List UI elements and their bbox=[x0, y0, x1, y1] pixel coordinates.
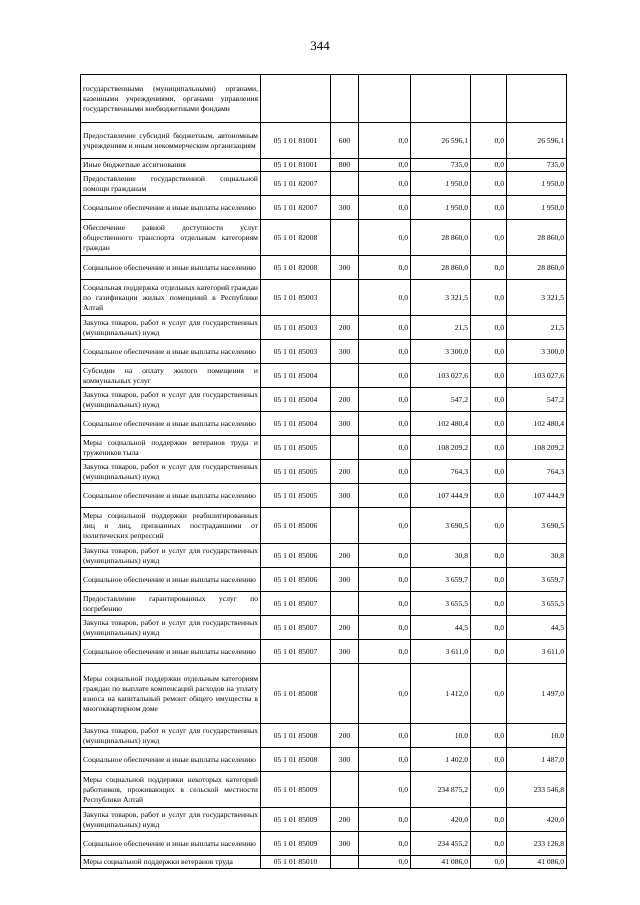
row-value-2: 764,3 bbox=[411, 460, 471, 484]
row-value-4: 3 659,7 bbox=[507, 568, 567, 592]
row-value-2: 30,8 bbox=[411, 544, 471, 568]
row-code: 05 1 01 85003 bbox=[261, 316, 331, 340]
row-code: 05 1 01 82007 bbox=[261, 196, 331, 220]
row-code: 05 1 01 85009 bbox=[261, 772, 331, 808]
table-row bbox=[81, 808, 567, 832]
row-value-2: 10,0 bbox=[411, 724, 471, 748]
row-value-1: 0,0 bbox=[359, 808, 411, 832]
row-value-4: 764,3 bbox=[507, 460, 567, 484]
row-code: 05 1 01 85006 bbox=[261, 544, 331, 568]
row-expense-type bbox=[331, 508, 359, 544]
row-code: 05 1 01 85004 bbox=[261, 364, 331, 388]
table-row bbox=[81, 856, 567, 869]
row-value-2: 3 659,7 bbox=[411, 568, 471, 592]
row-value-1: 0,0 bbox=[359, 256, 411, 280]
row-value-3: 0,0 bbox=[471, 436, 507, 460]
row-value-3: 0,0 bbox=[471, 256, 507, 280]
table-row bbox=[81, 748, 567, 772]
row-value-3: 0,0 bbox=[471, 412, 507, 436]
table-row bbox=[81, 220, 567, 256]
row-expense-type bbox=[331, 75, 359, 123]
row-value-1 bbox=[359, 75, 411, 123]
row-expense-type: 200 bbox=[331, 724, 359, 748]
row-value-1: 0,0 bbox=[359, 364, 411, 388]
row-name: Меры социальной поддержки некоторых категорий работников, проживающих в сельской местности Республики Алтай bbox=[81, 772, 261, 808]
row-value-3: 0,0 bbox=[471, 364, 507, 388]
row-value-3: 0,0 bbox=[471, 640, 507, 664]
row-value-2: 28 860,0 bbox=[411, 256, 471, 280]
row-code: 05 1 01 82008 bbox=[261, 220, 331, 256]
row-value-1: 0,0 bbox=[359, 388, 411, 412]
row-expense-type bbox=[331, 664, 359, 724]
row-value-3: 0,0 bbox=[471, 460, 507, 484]
row-value-2: 28 860,0 bbox=[411, 220, 471, 256]
row-value-2: 3 611,0 bbox=[411, 640, 471, 664]
row-name: Закупка товаров, работ и услуг для государственных (муниципальных) нужд bbox=[81, 616, 261, 640]
row-expense-type: 200 bbox=[331, 544, 359, 568]
row-name: Социальное обеспечение и иные выплаты населению bbox=[81, 748, 261, 772]
row-name: Предоставление гарантированных услуг по погребению bbox=[81, 592, 261, 616]
row-value-4: 3 690,5 bbox=[507, 508, 567, 544]
row-value-2: 1 402,0 bbox=[411, 748, 471, 772]
row-expense-type: 300 bbox=[331, 748, 359, 772]
row-value-4: 3 655,5 bbox=[507, 592, 567, 616]
row-value-2: 420,0 bbox=[411, 808, 471, 832]
row-value-3: 0,0 bbox=[471, 592, 507, 616]
row-value-3: 0,0 bbox=[471, 748, 507, 772]
row-name: Меры социальной поддержки реабилитированных лиц и лиц, признанных пострадавшими от политических репрессий bbox=[81, 508, 261, 544]
row-value-2: 108 209,2 bbox=[411, 436, 471, 460]
row-value-3: 0,0 bbox=[471, 484, 507, 508]
row-value-4: 233 546,8 bbox=[507, 772, 567, 808]
row-value-1: 0,0 bbox=[359, 832, 411, 856]
row-name: Социальное обеспечение и иные выплаты населению bbox=[81, 832, 261, 856]
row-code: 05 1 01 85009 bbox=[261, 832, 331, 856]
row-value-1: 0,0 bbox=[359, 196, 411, 220]
row-code: 05 1 01 81001 bbox=[261, 159, 331, 172]
row-value-3: 0,0 bbox=[471, 568, 507, 592]
row-expense-type: 300 bbox=[331, 832, 359, 856]
row-name: Субсидии на оплату жилого помещения и коммунальных услуг bbox=[81, 364, 261, 388]
row-name: Предоставление государственной социальной помощи гражданам bbox=[81, 172, 261, 196]
row-name: Иные бюджетные ассигнования bbox=[81, 159, 261, 172]
table-row bbox=[81, 592, 567, 616]
row-value-4: 103 027,6 bbox=[507, 364, 567, 388]
table-row bbox=[81, 172, 567, 196]
table-row bbox=[81, 123, 567, 159]
row-value-1: 0,0 bbox=[359, 412, 411, 436]
table-row bbox=[81, 316, 567, 340]
row-value-1: 0,0 bbox=[359, 568, 411, 592]
row-expense-type: 300 bbox=[331, 484, 359, 508]
row-value-2: 1 950,0 bbox=[411, 172, 471, 196]
table-row bbox=[81, 436, 567, 460]
row-value-2 bbox=[411, 75, 471, 123]
row-expense-type bbox=[331, 592, 359, 616]
row-expense-type: 300 bbox=[331, 256, 359, 280]
row-value-4: 21,5 bbox=[507, 316, 567, 340]
row-value-1: 0,0 bbox=[359, 640, 411, 664]
row-value-3: 0,0 bbox=[471, 508, 507, 544]
row-code: 05 1 01 85003 bbox=[261, 280, 331, 316]
row-code: 05 1 01 85010 bbox=[261, 856, 331, 869]
table-row bbox=[81, 159, 567, 172]
row-value-1: 0,0 bbox=[359, 484, 411, 508]
row-code: 05 1 01 85007 bbox=[261, 616, 331, 640]
row-value-2: 44,5 bbox=[411, 616, 471, 640]
row-expense-type: 800 bbox=[331, 159, 359, 172]
table-row bbox=[81, 364, 567, 388]
row-name: Закупка товаров, работ и услуг для государственных (муниципальных) нужд bbox=[81, 808, 261, 832]
row-value-3: 0,0 bbox=[471, 220, 507, 256]
row-code: 05 1 01 85006 bbox=[261, 508, 331, 544]
row-value-3: 0,0 bbox=[471, 724, 507, 748]
row-value-1: 0,0 bbox=[359, 856, 411, 869]
table-row bbox=[81, 832, 567, 856]
row-value-3: 0,0 bbox=[471, 340, 507, 364]
row-value-4: 107 444,9 bbox=[507, 484, 567, 508]
row-expense-type: 200 bbox=[331, 616, 359, 640]
row-value-4: 1 950,0 bbox=[507, 172, 567, 196]
table-row bbox=[81, 616, 567, 640]
row-expense-type: 200 bbox=[331, 808, 359, 832]
row-value-1: 0,0 bbox=[359, 748, 411, 772]
row-value-4: 102 480,4 bbox=[507, 412, 567, 436]
row-value-1: 0,0 bbox=[359, 544, 411, 568]
row-expense-type bbox=[331, 772, 359, 808]
row-code: 05 1 01 81001 bbox=[261, 123, 331, 159]
row-value-2: 3 321,5 bbox=[411, 280, 471, 316]
table-row bbox=[81, 640, 567, 664]
row-value-4: 547,2 bbox=[507, 388, 567, 412]
row-name: Закупка товаров, работ и услуг для государственных (муниципальных) нужд bbox=[81, 544, 261, 568]
row-value-3: 0,0 bbox=[471, 196, 507, 220]
row-name: государственными (муниципальными) органами, казенными учреждениями, органами управления государственными внебюджетными фондами bbox=[81, 75, 261, 123]
row-value-2: 1 412,0 bbox=[411, 664, 471, 724]
row-name: Закупка товаров, работ и услуг для государственных (муниципальных) нужд bbox=[81, 316, 261, 340]
row-name: Закупка товаров, работ и услуг для государственных (муниципальных) нужд bbox=[81, 388, 261, 412]
row-name: Социальное обеспечение и иные выплаты населению bbox=[81, 256, 261, 280]
row-name: Социальное обеспечение и иные выплаты населению bbox=[81, 340, 261, 364]
table-row bbox=[81, 568, 567, 592]
row-expense-type: 200 bbox=[331, 388, 359, 412]
row-value-4: 44,5 bbox=[507, 616, 567, 640]
row-name: Обеспечение равной доступности услуг общественного транспорта отдельным категориям граждан bbox=[81, 220, 261, 256]
row-code: 05 1 01 85005 bbox=[261, 436, 331, 460]
row-value-1: 0,0 bbox=[359, 340, 411, 364]
row-code: 05 1 01 85008 bbox=[261, 748, 331, 772]
row-value-2: 3 655,5 bbox=[411, 592, 471, 616]
row-value-3: 0,0 bbox=[471, 616, 507, 640]
row-value-1: 0,0 bbox=[359, 724, 411, 748]
row-value-3 bbox=[471, 75, 507, 123]
row-code: 05 1 01 82008 bbox=[261, 256, 331, 280]
row-value-2: 234 455,2 bbox=[411, 832, 471, 856]
row-value-4: 233 126,8 bbox=[507, 832, 567, 856]
row-value-1: 0,0 bbox=[359, 280, 411, 316]
table-row bbox=[81, 280, 567, 316]
row-name: Социальная поддержка отдельных категорий граждан по газификации жилых помещений в Республике Алтай bbox=[81, 280, 261, 316]
row-value-2: 103 027,6 bbox=[411, 364, 471, 388]
row-value-3: 0,0 bbox=[471, 664, 507, 724]
row-value-4: 28 860,0 bbox=[507, 220, 567, 256]
row-value-3: 0,0 bbox=[471, 316, 507, 340]
row-name: Социальное обеспечение и иные выплаты населению bbox=[81, 196, 261, 220]
row-expense-type: 200 bbox=[331, 316, 359, 340]
row-code: 05 1 01 82007 bbox=[261, 172, 331, 196]
row-value-1: 0,0 bbox=[359, 460, 411, 484]
row-expense-type bbox=[331, 364, 359, 388]
row-value-1: 0,0 bbox=[359, 772, 411, 808]
table-row bbox=[81, 460, 567, 484]
row-expense-type: 300 bbox=[331, 196, 359, 220]
row-code: 05 1 01 85004 bbox=[261, 412, 331, 436]
row-name: Предоставление субсидий бюджетным, автономным учреждениям и иным некоммерческим организациям bbox=[81, 123, 261, 159]
row-value-1: 0,0 bbox=[359, 616, 411, 640]
row-value-4: 10,0 bbox=[507, 724, 567, 748]
table-row bbox=[81, 412, 567, 436]
row-value-3: 0,0 bbox=[471, 832, 507, 856]
row-code: 05 1 01 85006 bbox=[261, 568, 331, 592]
row-value-4: 1 497,0 bbox=[507, 664, 567, 724]
row-value-2: 1 950,0 bbox=[411, 196, 471, 220]
row-value-4: 1 950,0 bbox=[507, 196, 567, 220]
table-row bbox=[81, 664, 567, 724]
row-value-1: 0,0 bbox=[359, 436, 411, 460]
row-name: Меры социальной поддержки ветеранов труда и тружеников тыла bbox=[81, 436, 261, 460]
row-value-2: 735,0 bbox=[411, 159, 471, 172]
table-row bbox=[81, 772, 567, 808]
row-value-3: 0,0 bbox=[471, 856, 507, 869]
row-value-4: 1 487,0 bbox=[507, 748, 567, 772]
row-name: Социальное обеспечение и иные выплаты населению bbox=[81, 640, 261, 664]
row-value-1: 0,0 bbox=[359, 220, 411, 256]
row-value-3: 0,0 bbox=[471, 280, 507, 316]
row-code: 05 1 01 85008 bbox=[261, 724, 331, 748]
row-code: 05 1 01 85004 bbox=[261, 388, 331, 412]
row-code: 05 1 01 85009 bbox=[261, 808, 331, 832]
row-value-4: 3 611,0 bbox=[507, 640, 567, 664]
row-value-3: 0,0 bbox=[471, 808, 507, 832]
table-row bbox=[81, 196, 567, 220]
row-value-2: 102 480,4 bbox=[411, 412, 471, 436]
table-row bbox=[81, 340, 567, 364]
row-expense-type: 200 bbox=[331, 460, 359, 484]
row-value-2: 3 300,0 bbox=[411, 340, 471, 364]
row-name: Меры социальной поддержки ветеранов труда bbox=[81, 856, 261, 869]
row-value-4: 26 596,1 bbox=[507, 123, 567, 159]
table-row bbox=[81, 484, 567, 508]
row-name: Социальное обеспечение и иные выплаты населению bbox=[81, 484, 261, 508]
row-value-2: 547,2 bbox=[411, 388, 471, 412]
page-number: 344 bbox=[310, 38, 330, 53]
row-expense-type: 300 bbox=[331, 340, 359, 364]
row-expense-type bbox=[331, 436, 359, 460]
row-name: Социальное обеспечение и иные выплаты населению bbox=[81, 568, 261, 592]
row-value-3: 0,0 bbox=[471, 544, 507, 568]
row-code: 05 1 01 85005 bbox=[261, 484, 331, 508]
row-expense-type bbox=[331, 220, 359, 256]
row-value-4: 3 321,5 bbox=[507, 280, 567, 316]
row-value-4: 108 209,2 bbox=[507, 436, 567, 460]
row-code bbox=[261, 75, 331, 123]
row-value-2: 21,5 bbox=[411, 316, 471, 340]
row-name: Социальное обеспечение и иные выплаты населению bbox=[81, 412, 261, 436]
row-value-4 bbox=[507, 75, 567, 123]
row-value-1: 0,0 bbox=[359, 592, 411, 616]
row-value-1: 0,0 bbox=[359, 316, 411, 340]
row-value-2: 234 875,2 bbox=[411, 772, 471, 808]
row-value-1: 0,0 bbox=[359, 664, 411, 724]
row-expense-type: 300 bbox=[331, 640, 359, 664]
table-row bbox=[81, 724, 567, 748]
row-value-2: 107 444,9 bbox=[411, 484, 471, 508]
row-value-3: 0,0 bbox=[471, 123, 507, 159]
row-value-3: 0,0 bbox=[471, 388, 507, 412]
table-row bbox=[81, 256, 567, 280]
row-value-3: 0,0 bbox=[471, 772, 507, 808]
row-value-3: 0,0 bbox=[471, 172, 507, 196]
row-value-1: 0,0 bbox=[359, 172, 411, 196]
row-value-4: 28 860,0 bbox=[507, 256, 567, 280]
row-value-2: 3 690,5 bbox=[411, 508, 471, 544]
row-value-2: 26 596,1 bbox=[411, 123, 471, 159]
row-name: Меры социальной поддержки отдельным категориям граждан по выплате компенсаций расходов на уплату взноса на капитальный ремонт общего имущества в многоквартирном доме bbox=[81, 664, 261, 724]
row-code: 05 1 01 85007 bbox=[261, 592, 331, 616]
table-row bbox=[81, 388, 567, 412]
row-expense-type bbox=[331, 172, 359, 196]
table-row bbox=[81, 544, 567, 568]
table-row bbox=[81, 508, 567, 544]
row-value-4: 3 300,0 bbox=[507, 340, 567, 364]
budget-table bbox=[80, 74, 567, 869]
row-expense-type bbox=[331, 280, 359, 316]
row-expense-type bbox=[331, 856, 359, 869]
table-row bbox=[81, 75, 567, 123]
row-value-4: 30,8 bbox=[507, 544, 567, 568]
row-expense-type: 300 bbox=[331, 568, 359, 592]
row-value-2: 41 086,0 bbox=[411, 856, 471, 869]
row-code: 05 1 01 85008 bbox=[261, 664, 331, 724]
row-expense-type: 300 bbox=[331, 412, 359, 436]
row-value-1: 0,0 bbox=[359, 159, 411, 172]
row-value-4: 420,0 bbox=[507, 808, 567, 832]
row-name: Закупка товаров, работ и услуг для государственных (муниципальных) нужд bbox=[81, 460, 261, 484]
row-value-3: 0,0 bbox=[471, 159, 507, 172]
row-code: 05 1 01 85007 bbox=[261, 640, 331, 664]
table-body bbox=[81, 75, 567, 869]
row-code: 05 1 01 85003 bbox=[261, 340, 331, 364]
row-value-4: 41 086,0 bbox=[507, 856, 567, 869]
row-code: 05 1 01 85005 bbox=[261, 460, 331, 484]
row-value-1: 0,0 bbox=[359, 123, 411, 159]
row-expense-type: 600 bbox=[331, 123, 359, 159]
row-name: Закупка товаров, работ и услуг для государственных (муниципальных) нужд bbox=[81, 724, 261, 748]
row-value-4: 735,0 bbox=[507, 159, 567, 172]
row-value-1: 0,0 bbox=[359, 508, 411, 544]
